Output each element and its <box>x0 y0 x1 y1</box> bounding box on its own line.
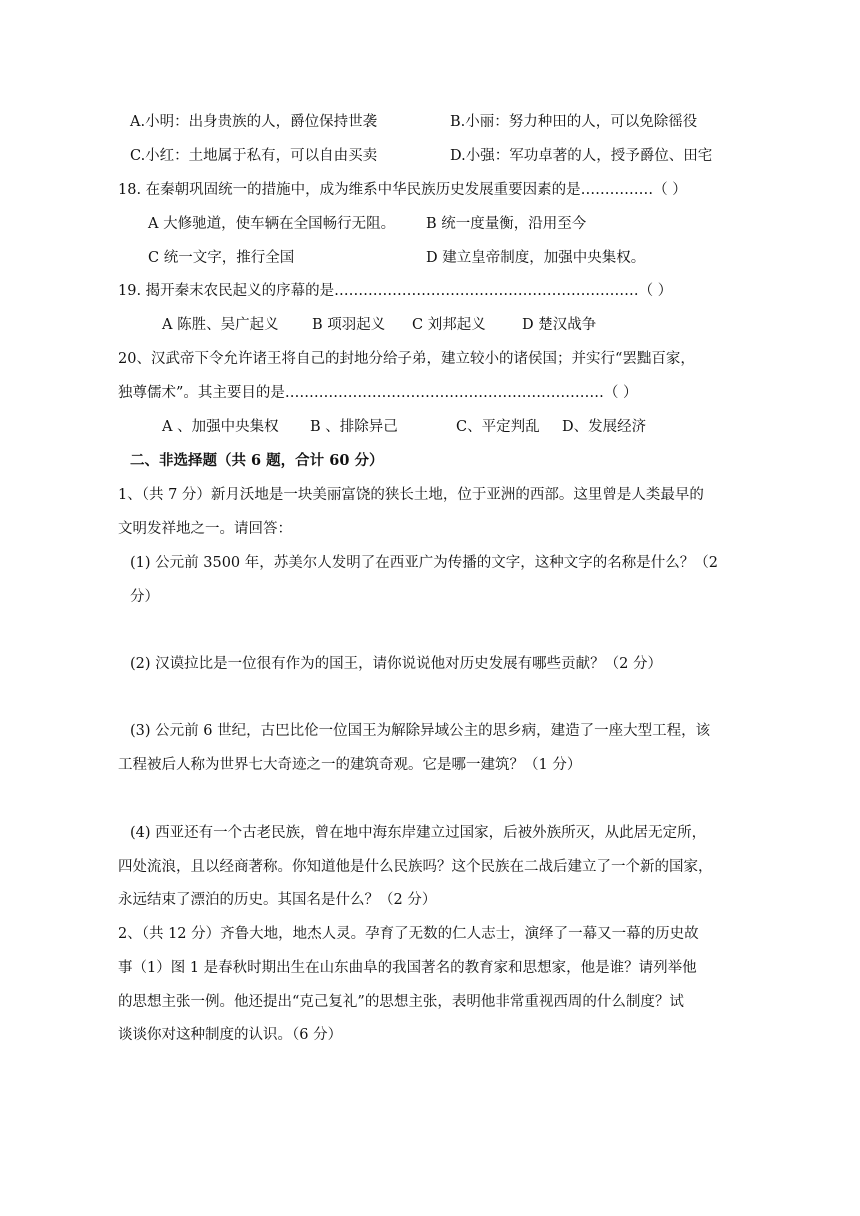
q20-option-b: B 、排除异己 <box>310 419 398 435</box>
q19-option-a: A 陈胜、吴广起义 <box>162 317 279 333</box>
p1-subquestion-1-line1: (1) 公元前 3500 年，苏美尔人发明了在西亚广为传播的文字，这种文字的名称是什么？（2 <box>130 555 718 571</box>
q17-option-a: A.小明：出身贵族的人，爵位保持世袭 <box>130 114 378 130</box>
q19-option-c: C 刘邦起义 <box>412 317 486 333</box>
p1-intro-line2: 文明发祥地之一。请回答： <box>118 521 292 537</box>
section-heading: 二、非选择题（共 6 题，合计 60 分） <box>130 452 384 469</box>
p1-subquestion-1-line2: 分） <box>130 589 159 605</box>
p1-subquestion-3-line2: 工程被后人称为世界七大奇迹之一的建筑奇观。它是哪一建筑？（1 分） <box>118 757 582 773</box>
p1-subquestion-4-line1: (4) 西亚还有一个古老民族，曾在地中海东岸建立过国家，后被外族所灭，从此居无定所， <box>130 825 707 841</box>
q19-option-d: D 楚汉战争 <box>522 317 597 333</box>
p1-subquestion-4-line2: 四处流浪，且以经商著称。你知道他是什么民族吗？这个民族在二战后建立了一个新的国家， <box>118 859 713 875</box>
p1-subquestion-3-line1: (3) 公元前 6 世纪，古巴比伦一位国王为解除异域公主的思乡病，建造了一座大型工程，该 <box>130 723 711 739</box>
p1-intro-line1: 1、（共 7 分）新月沃地是一块美丽富饶的狭长土地，位于亚洲的西部。这里曾是人类最早的 <box>118 487 704 503</box>
q18-option-a: A 大修驰道，使车辆在全国畅行无阻。 <box>148 216 396 232</box>
p2-line1: 2、（共 12 分）齐鲁大地，地杰人灵。孕育了无数的仁人志士，演绎了一幕又一幕的历史故 <box>118 926 699 942</box>
q20-option-d: D、发展经济 <box>562 419 647 435</box>
q20-option-a: A 、加强中央集权 <box>162 419 279 435</box>
p2-line4: 谈谈你对这种制度的认识。（6 分） <box>118 1027 343 1043</box>
q20-option-c: C、平定判乱 <box>456 419 540 435</box>
p2-line3: 的思想主张一例。他还提出“克己复礼”的思想主张，表明他非常重视西周的什么制度？试 <box>118 994 684 1010</box>
q19-option-b: B 项羽起义 <box>312 317 386 333</box>
q17-option-b: B.小丽：努力种田的人，可以免除徭役 <box>450 114 698 130</box>
p1-subquestion-2: (2) 汉谟拉比是一位很有作为的国王，请你说说他对历史发展有哪些贡献？（2 分） <box>130 656 662 672</box>
q18-stem: 18. 在秦朝巩固统一的措施中，成为维系中华民族历史发展重要因素的是……………（ ） <box>118 182 687 198</box>
q19-stem: 19. 揭开秦末农民起义的序幕的是………………………………………………………（ ） <box>118 283 673 299</box>
q18-option-b: B 统一度量衡，沿用至今 <box>426 216 587 232</box>
q18-option-d: D 建立皇帝制度，加强中央集权。 <box>426 250 646 266</box>
q17-option-c: C.小红：土地属于私有，可以自由买卖 <box>130 148 378 164</box>
q20-stem-line2: 独尊儒术”。其主要目的是…………………………………………………………（ ） <box>118 385 638 401</box>
q18-option-c: C 统一文字，推行全国 <box>148 250 295 266</box>
q20-stem-line1: 20、汉武帝下令允许诸王将自己的封地分给子弟，建立较小的诸侯国；并实行“罢黜百家， <box>118 351 695 367</box>
q17-option-d: D.小强：军功卓著的人，授予爵位、田宅 <box>450 148 713 164</box>
p2-line2: 事（1）图 1 是春秋时期出生在山东曲阜的我国著名的教育家和思想家，他是谁？请列举他 <box>118 960 697 976</box>
p1-subquestion-4-line3: 永远结束了漂泊的历史。其国名是什么？（2 分） <box>118 892 437 908</box>
